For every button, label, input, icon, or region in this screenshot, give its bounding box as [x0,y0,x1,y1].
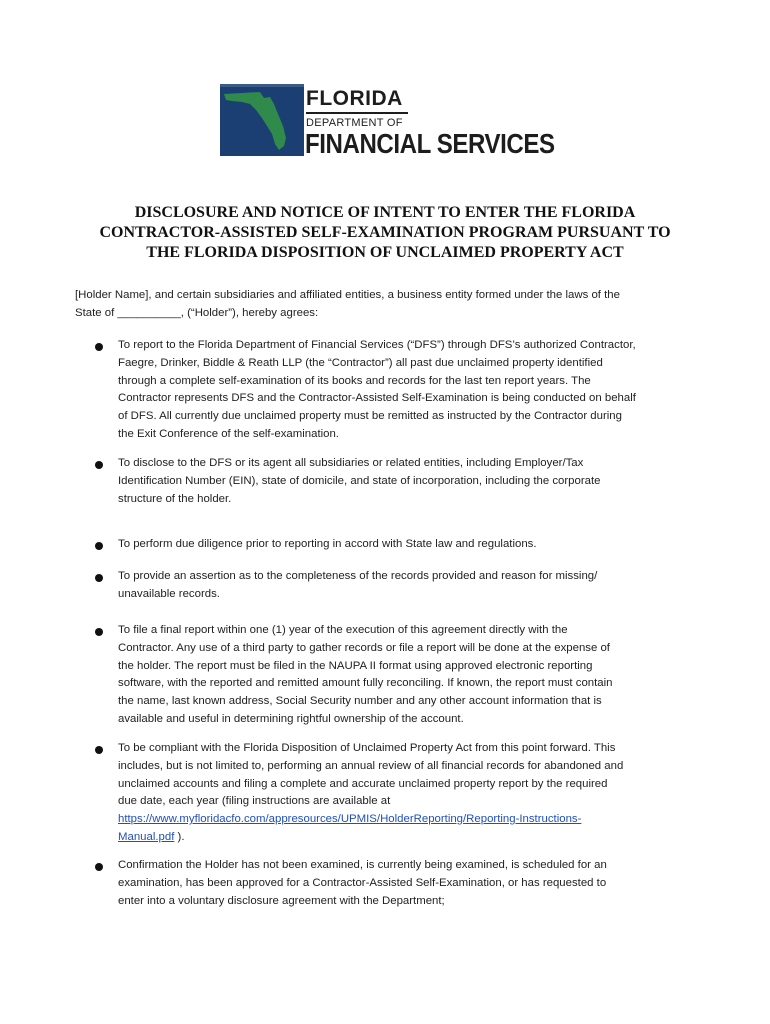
bullet-icon [95,746,103,754]
dfs-logo [220,84,560,162]
reporting-instructions-link-cont[interactable]: Manual.pdf [118,830,175,843]
florida-map-emblem [220,84,304,156]
title-line-3: THE FLORIDA DISPOSITION OF UNCLAIMED PROPERTY ACT [146,244,624,261]
list-item: To disclose to the DFS or its agent all subsidiaries or related entities, including Employer/Tax Identification Number (EIN), state of domicile, and state of incorporation, including the corporate structure of the holder. [118,457,601,505]
logo-divider [306,112,408,114]
bullet-icon [95,542,103,550]
list-item: To file a final report within one (1) year of the execution of this agreement directly with the Contractor. Any use of a third party to gather records or file a report will be done at the expense of the holder. The report must be filed in the NAUPA II format using approved electronic reporting software, with the reported and remitted amount fully reconciling. If known, the report must contain the name, last known address, Social Security number and any other account information that is available and useful in determining rightful ownership of the account. [118,624,613,725]
list-item: Confirmation the Holder has not been examined, is currently being examined, is scheduled for an examination, has been approved for a Contractor-Assisted Self-Examination, or has requested to enter into a voluntary disclosure agreement with the Department; [118,859,607,907]
intro-line-2: State of __________, (“Holder”), hereby agrees: [75,307,319,319]
intro-paragraph [75,286,695,322]
logo-financial-services-text: FINANCIAL SERVICES [305,128,555,159]
list-item: To be compliant with the Florida Disposition of Unclaimed Property Act from this point forward. This includes, but is not limited to, performing an annual review of all financial records for abandoned and unclaimed accounts and filing a complete and accurate unclaimed property report by the required due date, each year (filing instructions are available at https://www.myfloridacfo.com/appresources/UPMIS/HolderReporting/Reporting-Instructions- Manual.pdf ). [118,742,624,843]
title-line-1: DISCLOSURE AND NOTICE OF INTENT TO ENTER THE FLORIDA [134,204,636,221]
bullet-icon [95,863,103,871]
bullet-icon [95,628,103,636]
logo-florida-text: FLORIDA [306,87,403,110]
logo-department-text: DEPARTMENT OF [306,117,403,129]
list-item: To report to the Florida Department of Financial Services (“DFS”) through DFS’s authorized Contractor, Faegre, Drinker, Biddle & Reath LLP (the “Contractor”) all past due unclaimed property identified through a complete self-examination of its books and records for the last ten report years. The Contractor represents DFS and the Contractor-Assisted Self-Examination is being conducted on behalf of DFS. All currently due unclaimed property must be remitted as instructed by the Contractor during the Exit Conference of the self-examination. [118,339,636,440]
bullet-icon [95,574,103,582]
document-title [40,203,730,263]
bullet-icon [95,343,103,351]
intro-line-1: [Holder Name], and certain subsidiaries and affiliated entities, a business entity formed under the laws of the [75,289,620,301]
reporting-instructions-link[interactable]: https://www.myfloridacfo.com/appresources/UPMIS/HolderReporting/Reporting-Instructions- [118,813,582,826]
list-item: To provide an assertion as to the completeness of the records provided and reason for missing/ unavailable records. [118,570,598,600]
bullet-icon [95,461,103,469]
title-line-2: CONTRACTOR-ASSISTED SELF-EXAMINATION PROGRAM PURSUANT TO [99,224,671,241]
list-item: To perform due diligence prior to reporting in accord with State law and regulations. [118,538,537,550]
link-suffix: ). [174,830,185,843]
